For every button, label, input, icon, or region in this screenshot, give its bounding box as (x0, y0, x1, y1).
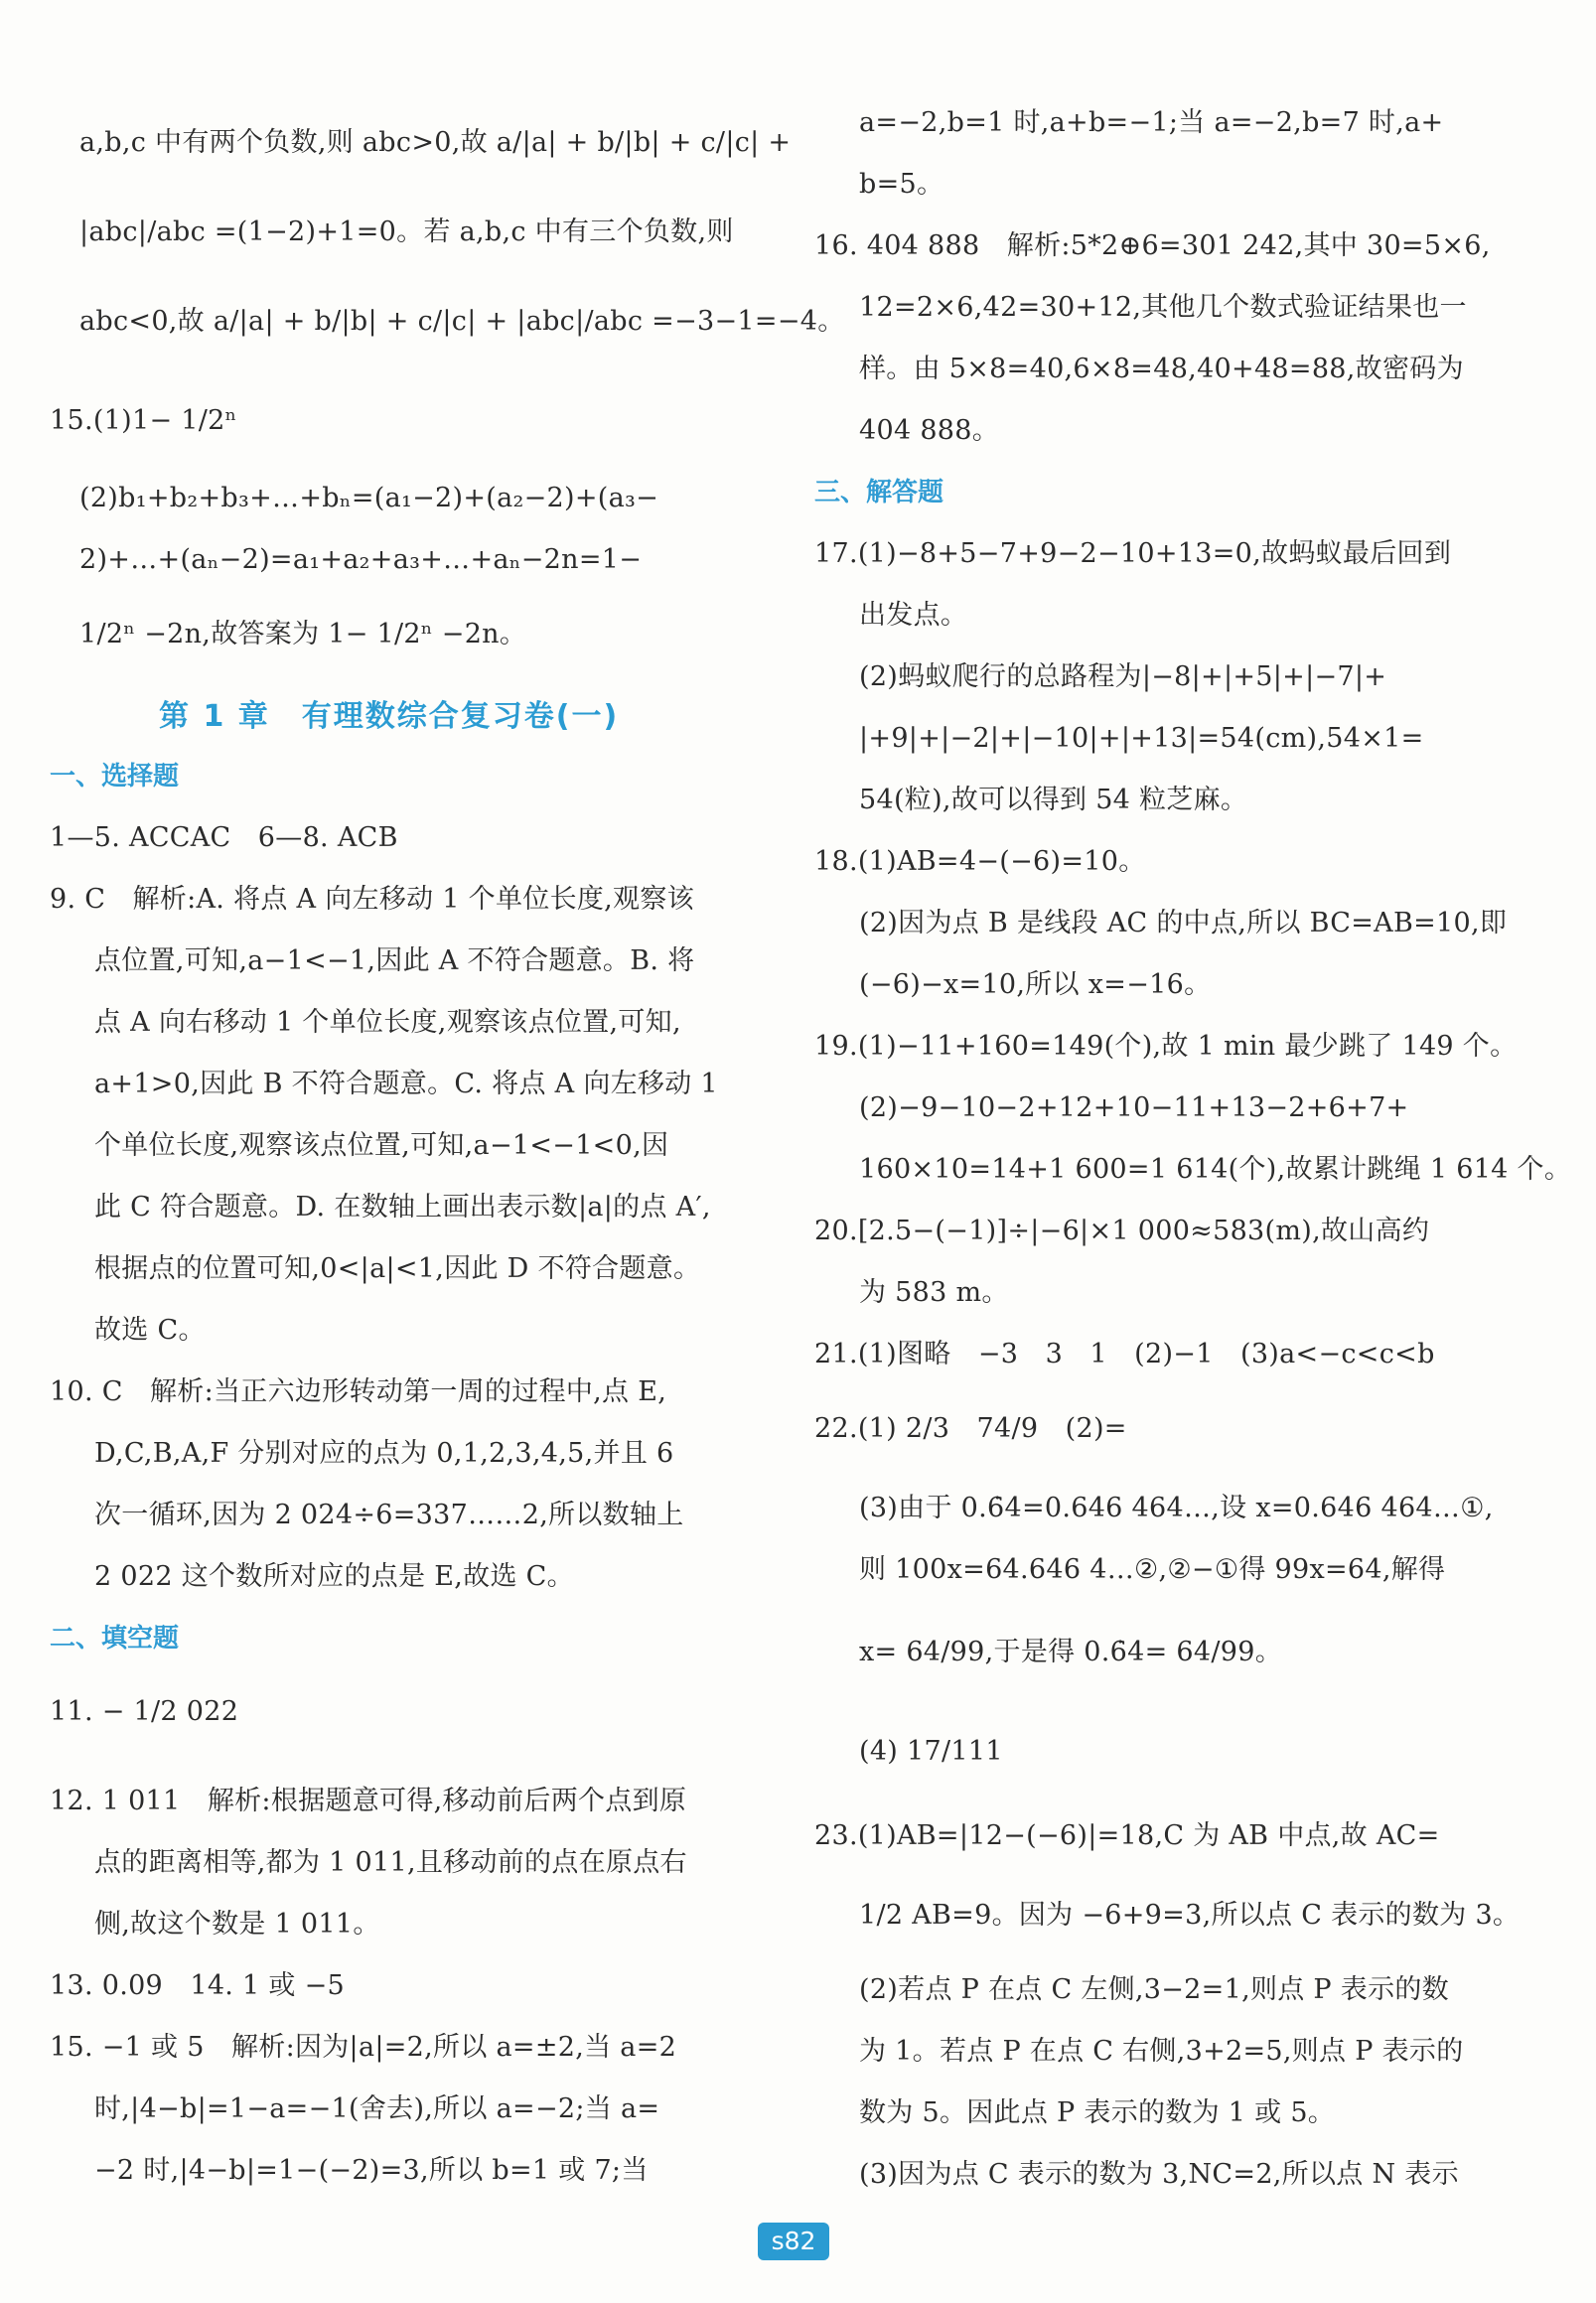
text-line: 11. − 1/2 022 (50, 1696, 239, 1727)
text-line: |+9|+|−2|+|−10|+|+13|=54(cm),54×1= (859, 723, 1424, 754)
text-line: 15.(1)1− 1/2ⁿ (50, 405, 237, 436)
text-line: x= 64/99,于是得 0.6̇4̇= 64/99。 (859, 1637, 1283, 1667)
text-line: D,C,B,A,F 分别对应的点为 0,1,2,3,4,5,并且 6 (94, 1438, 674, 1469)
chapter-title: 第 1 章 有理数综合复习卷(一) (159, 699, 620, 734)
text-line: 18.(1)AB=4−(−6)=10。 (814, 846, 1146, 877)
text-line: 15. −1 或 5 解析:因为|a|=2,所以 a=±2,当 a=2 (50, 2032, 677, 2063)
text-line: 12=2×6,42=30+12,其他几个数式验证结果也一 (859, 292, 1467, 323)
text-line: 13. 0.09 14. 1 或 −5 (50, 1970, 346, 2001)
text-line: a+1>0,因此 B 不符合题意。C. 将点 A 向左移动 1 (94, 1069, 718, 1099)
text-line: 1/2ⁿ −2n,故答案为 1− 1/2ⁿ −2n。 (79, 619, 527, 649)
text-line: 2 022 这个数所对应的点是 E,故选 C。 (94, 1561, 574, 1592)
page-number: s82 (758, 2223, 829, 2260)
text-line: 则 100x=64.646 4…②,②−①得 99x=64,解得 (859, 1554, 1446, 1585)
text-line: 23.(1)AB=|12−(−6)|=18,C 为 AB 中点,故 AC= (814, 1820, 1440, 1851)
text-line: 侧,故这个数是 1 011。 (94, 1909, 380, 1940)
text-line: a=−2,b=1 时,a+b=−1;当 a=−2,b=7 时,a+ (859, 107, 1444, 138)
section-heading: 二、填空题 (50, 1624, 180, 1654)
text-line: 19.(1)−11+160=149(个),故 1 min 最少跳了 149 个。 (814, 1031, 1518, 1062)
text-line: 此 C 符合题意。D. 在数轴上画出表示数|a|的点 A′, (94, 1192, 711, 1223)
text-line: (4) 17/111 (859, 1736, 1003, 1767)
text-line: 1—5. ACCAC 6—8. ACB (50, 822, 398, 853)
section-heading: 三、解答题 (814, 478, 944, 507)
text-line: (2)蚂蚁爬行的总路程为|−8|+|+5|+|−7|+ (859, 661, 1387, 692)
text-line: 17.(1)−8+5−7+9−2−10+13=0,故蚂蚁最后回到 (814, 538, 1452, 569)
text-line: a,b,c 中有两个负数,则 abc>0,故 a/|a| + b/|b| + c/|c| + (79, 127, 792, 158)
text-line: 为 1。若点 P 在点 C 右侧,3+2=5,则点 P 表示的 (859, 2036, 1464, 2067)
text-line: 22.(1) 2/3 74/9 (2)= (814, 1413, 1127, 1444)
text-line: 54(粒),故可以得到 54 粒芝麻。 (859, 785, 1248, 815)
text-line: 次一循环,因为 2 024÷6=337……2,所以数轴上 (94, 1500, 684, 1530)
text-line: 10. C 解析:当正六边形转动第一周的过程中,点 E, (50, 1376, 667, 1407)
text-line: 样。由 5×8=40,6×8=48,40+48=88,故密码为 (859, 354, 1464, 384)
text-line: (2)因为点 B 是线段 AC 的中点,所以 BC=AB=10,即 (859, 908, 1508, 938)
text-line: 点的距离相等,都为 1 011,且移动前的点在原点右 (94, 1847, 687, 1878)
text-line: 2)+…+(aₙ−2)=a₁+a₂+a₃+…+aₙ−2n=1− (79, 544, 643, 575)
text-line: b=5。 (859, 169, 944, 200)
text-line: 12. 1 011 解析:根据题意可得,移动前后两个点到原 (50, 1786, 687, 1816)
text-line: (3)因为点 C 表示的数为 3,NC=2,所以点 N 表示 (859, 2159, 1459, 2190)
text-line: 404 888。 (859, 415, 1000, 446)
text-line: |abc|/abc =(1−2)+1=0。若 a,b,c 中有三个负数,则 (79, 216, 734, 247)
text-line: abc<0,故 a/|a| + b/|b| + c/|c| + |abc|/abc =−3−1=−4。 (79, 306, 845, 337)
text-line: 9. C 解析:A. 将点 A 向左移动 1 个单位长度,观察该 (50, 884, 694, 915)
text-line: 故选 C。 (94, 1315, 206, 1346)
text-line: −2 时,|4−b|=1−(−2)=3,所以 b=1 或 7;当 (94, 2155, 649, 2186)
text-line: (2)若点 P 在点 C 左侧,3−2=1,则点 P 表示的数 (859, 1974, 1449, 2005)
text-line: 16. 404 888 解析:5*2⊕6=301 242,其中 30=5×6, (814, 230, 1491, 261)
text-line: (2)b₁+b₂+b₃+…+bₙ=(a₁−2)+(a₂−2)+(a₃− (79, 483, 659, 513)
text-line: 20.[2.5−(−1)]÷|−6|×1 000≈583(m),故山高约 (814, 1216, 1430, 1246)
text-line: 21.(1)图略 −3 3 1 (2)−1 (3)a<−c<c<b (814, 1339, 1435, 1369)
text-line: 160×10=14+1 600=1 614(个),故累计跳绳 1 614 个。 (859, 1154, 1572, 1185)
text-line: 数为 5。因此点 P 表示的数为 1 或 5。 (859, 2097, 1336, 2128)
text-line: 1/2 AB=9。因为 −6+9=3,所以点 C 表示的数为 3。 (859, 1900, 1521, 1931)
text-line: 为 583 m。 (859, 1277, 1009, 1308)
text-line: 出发点。 (859, 600, 968, 631)
text-line: 个单位长度,观察该点位置,可知,a−1<−1<0,因 (94, 1130, 669, 1161)
text-line: 点位置,可知,a−1<−1,因此 A 不符合题意。B. 将 (94, 945, 695, 976)
text-line: (2)−9−10−2+12+10−11+13−2+6+7+ (859, 1092, 1409, 1123)
text-line: 根据点的位置可知,0<|a|<1,因此 D 不符合题意。 (94, 1253, 701, 1284)
text-line: 点 A 向右移动 1 个单位长度,观察该点位置,可知, (94, 1007, 681, 1038)
text-line: 时,|4−b|=1−a=−1(舍去),所以 a=−2;当 a= (94, 2093, 660, 2124)
section-heading: 一、选择题 (50, 762, 180, 792)
text-line: (−6)−x=10,所以 x=−16。 (859, 969, 1212, 1000)
text-line: (3)由于 0.6̇4̇=0.646 464…,设 x=0.646 464…①, (859, 1493, 1494, 1523)
